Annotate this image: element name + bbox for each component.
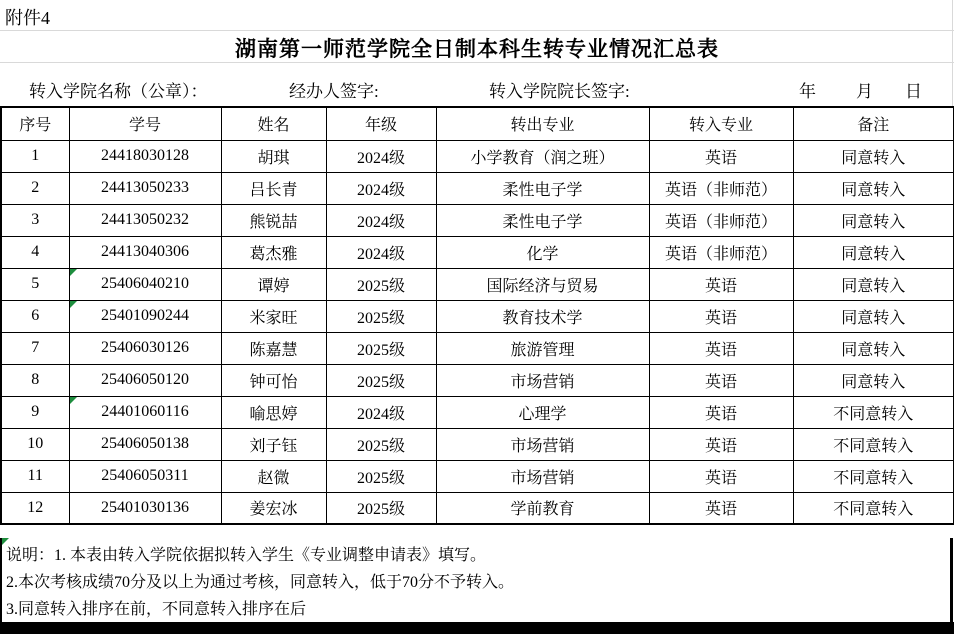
cell-from-major[interactable]: 化学 <box>436 236 649 268</box>
cell-to-major[interactable]: 英语 <box>649 428 793 460</box>
cell-index[interactable]: 2 <box>1 172 69 204</box>
cell-to-major[interactable]: 英语（非师范） <box>649 172 793 204</box>
year-label: 年 <box>799 82 816 101</box>
cell-name[interactable]: 陈嘉慧 <box>221 332 326 364</box>
cell-to-major[interactable]: 英语 <box>649 364 793 396</box>
divider-line-bottom <box>0 62 954 63</box>
cell-to-major[interactable]: 英语 <box>649 492 793 524</box>
cell-grade[interactable]: 2024级 <box>326 140 436 172</box>
cell-from-major[interactable]: 心理学 <box>436 396 649 428</box>
cell-from-major[interactable]: 柔性电子学 <box>436 172 649 204</box>
table-body <box>1 140 954 524</box>
cell-student-id[interactable]: 25406040210 <box>69 268 221 300</box>
cell-grade[interactable]: 2025级 <box>326 300 436 332</box>
cell-index[interactable]: 10 <box>1 428 69 460</box>
cell-grade[interactable]: 2025级 <box>326 332 436 364</box>
cell-flag-triangle-icon <box>70 301 77 308</box>
cell-flag-triangle-icon <box>70 269 77 276</box>
cell-grade[interactable]: 2025级 <box>326 492 436 524</box>
cell-name[interactable]: 米家旺 <box>221 300 326 332</box>
table-row <box>1 140 954 172</box>
cell-remark[interactable]: 不同意转入 <box>793 428 954 460</box>
dean-signature-label: 转入学院院长签字: <box>489 82 630 101</box>
cell-index[interactable]: 5 <box>1 268 69 300</box>
column-header-student-id[interactable]: 学号 <box>69 107 221 140</box>
cell-from-major[interactable]: 学前教育 <box>436 492 649 524</box>
cell-grade[interactable]: 2025级 <box>326 364 436 396</box>
cell-student-id[interactable]: 25406050120 <box>69 364 221 396</box>
month-label: 月 <box>856 82 873 101</box>
attachment-label: 附件4 <box>5 8 50 28</box>
cell-name[interactable]: 钟可怡 <box>221 364 326 396</box>
cell-to-major[interactable]: 英语（非师范） <box>649 236 793 268</box>
cell-from-major[interactable]: 国际经济与贸易 <box>436 268 649 300</box>
column-header-grade[interactable]: 年级 <box>326 107 436 140</box>
cell-remark[interactable]: 同意转入 <box>793 140 954 172</box>
cell-to-major[interactable]: 英语 <box>649 396 793 428</box>
cell-index[interactable]: 3 <box>1 204 69 236</box>
cell-index[interactable]: 6 <box>1 300 69 332</box>
bottom-black-bar <box>0 622 954 634</box>
table-row <box>1 268 954 300</box>
cell-remark[interactable]: 同意转入 <box>793 204 954 236</box>
cell-index[interactable]: 9 <box>1 396 69 428</box>
cell-index[interactable]: 1 <box>1 140 69 172</box>
note-line-2: 2.本次考核成绩70分及以上为通过考核，同意转入，低于70分不予转入。 <box>6 574 515 591</box>
cell-from-major[interactable]: 旅游管理 <box>436 332 649 364</box>
cell-name[interactable]: 赵微 <box>221 460 326 492</box>
cell-grade[interactable]: 2025级 <box>326 428 436 460</box>
cell-grade[interactable]: 2024级 <box>326 396 436 428</box>
cell-index[interactable]: 4 <box>1 236 69 268</box>
note-line-3: 3.同意转入排序在前，不同意转入排序在后 <box>6 601 307 618</box>
cell-flag-triangle-icon <box>70 397 77 404</box>
cell-remark[interactable]: 同意转入 <box>793 172 954 204</box>
cell-from-major[interactable]: 小学教育（润之班） <box>436 140 649 172</box>
column-header-index[interactable]: 序号 <box>1 107 69 140</box>
cell-remark[interactable]: 同意转入 <box>793 300 954 332</box>
column-header-name[interactable]: 姓名 <box>221 107 326 140</box>
notes-cell <box>0 538 953 622</box>
table-header-row <box>1 107 954 140</box>
cell-remark[interactable]: 同意转入 <box>793 332 954 364</box>
cell-remark[interactable]: 同意转入 <box>793 364 954 396</box>
page-title: 湖南第一师范学院全日制本科生转专业情况汇总表 <box>235 37 719 61</box>
cell-student-id[interactable]: 25406050311 <box>69 460 221 492</box>
cell-index[interactable]: 11 <box>1 460 69 492</box>
cell-student-id[interactable]: 24401060116 <box>69 396 221 428</box>
cell-name[interactable]: 姜宏冰 <box>221 492 326 524</box>
cell-student-id[interactable]: 25406050138 <box>69 428 221 460</box>
institute-name-label: 转入学院名称（公章）： <box>29 82 208 101</box>
cell-from-major[interactable]: 市场营销 <box>436 460 649 492</box>
handler-signature-label: 经办人签字: <box>289 82 379 101</box>
cell-student-id[interactable]: 25401090244 <box>69 300 221 332</box>
cell-name[interactable]: 喻思婷 <box>221 396 326 428</box>
cell-remark[interactable]: 不同意转入 <box>793 460 954 492</box>
table-row <box>1 300 954 332</box>
cell-from-major[interactable]: 市场营销 <box>436 428 649 460</box>
cell-grade[interactable]: 2024级 <box>326 236 436 268</box>
table-row <box>1 364 954 396</box>
table-row <box>1 332 954 364</box>
cell-student-id[interactable]: 24418030128 <box>69 140 221 172</box>
cell-grade[interactable]: 2024级 <box>326 172 436 204</box>
cell-to-major[interactable]: 英语 <box>649 332 793 364</box>
cell-to-major[interactable]: 英语（非师范） <box>649 204 793 236</box>
cell-name[interactable]: 谭婷 <box>221 268 326 300</box>
right-edge-gray-line <box>952 0 953 106</box>
cell-grade[interactable]: 2025级 <box>326 460 436 492</box>
cell-index[interactable]: 12 <box>1 492 69 524</box>
cell-name[interactable]: 葛杰雅 <box>221 236 326 268</box>
cell-to-major[interactable]: 英语 <box>649 300 793 332</box>
cell-to-major[interactable]: 英语 <box>649 140 793 172</box>
cell-student-id[interactable]: 25406030126 <box>69 332 221 364</box>
cell-student-id[interactable]: 24413050232 <box>69 204 221 236</box>
cell-from-major[interactable]: 柔性电子学 <box>436 204 649 236</box>
cell-name[interactable]: 胡琪 <box>221 140 326 172</box>
cell-from-major[interactable]: 市场营销 <box>436 364 649 396</box>
column-header-to-major[interactable]: 转入专业 <box>649 107 793 140</box>
column-header-from-major[interactable]: 转出专业 <box>436 107 649 140</box>
cell-name[interactable]: 吕长青 <box>221 172 326 204</box>
cell-to-major[interactable]: 英语 <box>649 268 793 300</box>
cell-remark[interactable]: 不同意转入 <box>793 396 954 428</box>
table-row <box>1 492 954 524</box>
table-row <box>1 204 954 236</box>
table-row <box>1 172 954 204</box>
column-header-remark[interactable]: 备注 <box>793 107 954 140</box>
cell-student-id[interactable]: 24413040306 <box>69 236 221 268</box>
cell-name[interactable]: 熊锐喆 <box>221 204 326 236</box>
day-label: 日 <box>905 82 922 101</box>
divider-line-top <box>0 30 954 31</box>
cell-remark[interactable]: 同意转入 <box>793 236 954 268</box>
cell-remark[interactable]: 不同意转入 <box>793 492 954 524</box>
cell-student-id[interactable]: 24413050233 <box>69 172 221 204</box>
transfer-summary-table <box>0 106 954 525</box>
cell-index[interactable]: 7 <box>1 332 69 364</box>
table-row <box>1 236 954 268</box>
table-row <box>1 460 954 492</box>
notes-flag-triangle-icon <box>2 538 9 545</box>
note-line-1: 说明：1. 本表由转入学院依据拟转入学生《专业调整申请表》填写。 <box>6 547 487 564</box>
cell-from-major[interactable]: 教育技术学 <box>436 300 649 332</box>
cell-grade[interactable]: 2024级 <box>326 204 436 236</box>
cell-student-id[interactable]: 25401030136 <box>69 492 221 524</box>
table-row <box>1 428 954 460</box>
cell-remark[interactable]: 同意转入 <box>793 268 954 300</box>
table-row <box>1 396 954 428</box>
cell-grade[interactable]: 2025级 <box>326 268 436 300</box>
cell-name[interactable]: 刘子钰 <box>221 428 326 460</box>
cell-index[interactable]: 8 <box>1 364 69 396</box>
cell-to-major[interactable]: 英语 <box>649 460 793 492</box>
